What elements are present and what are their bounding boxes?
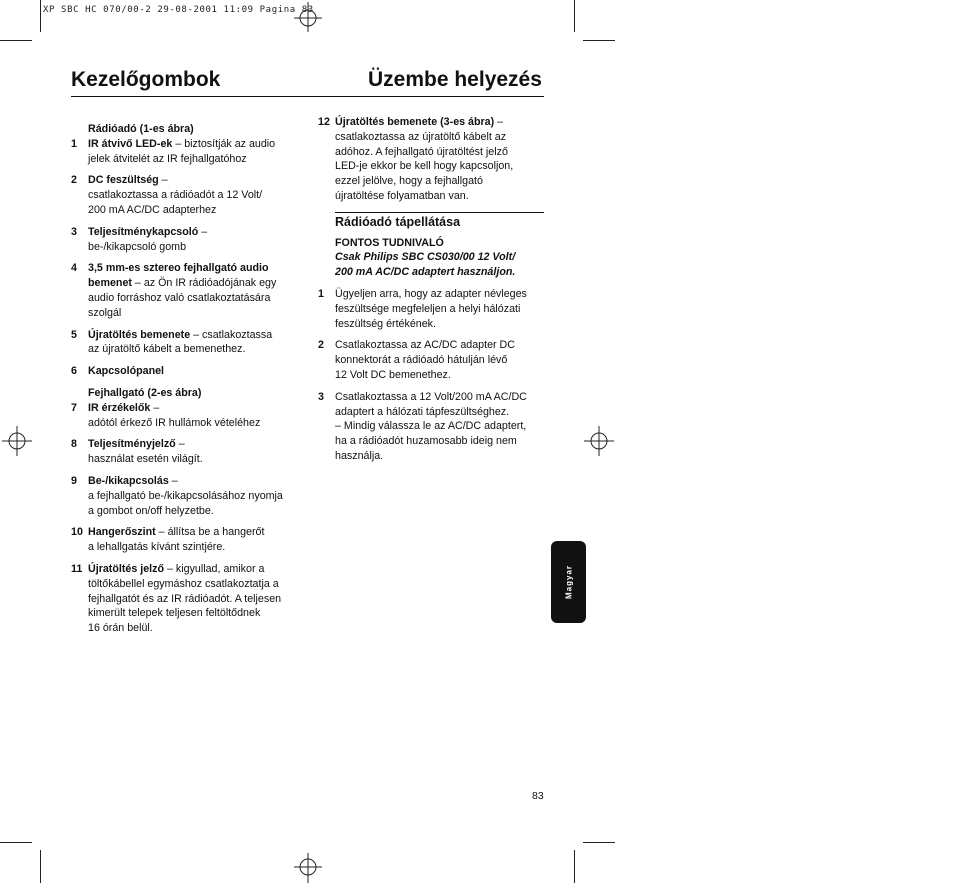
crop-mark (40, 850, 41, 883)
crop-mark (0, 842, 32, 843)
item-number: 4 (71, 262, 77, 275)
notice-text: Csak Philips SBC CS030/00 12 Volt/ 200 mA AC/DC adaptert használjon. (335, 251, 516, 279)
crop-mark (583, 40, 615, 41)
item-number: 12 (318, 116, 330, 128)
item-description: – adótól érkező IR hullámok vételéhez (88, 401, 261, 429)
item-term: Újratöltés bemenete (88, 328, 191, 341)
item-number: 9 (71, 474, 77, 487)
item-term: Hangerőszint (88, 526, 156, 539)
page-number: 83 (532, 790, 544, 802)
item-number: 3 (318, 390, 324, 403)
item-term: Be-/kikapcsolás (88, 474, 169, 487)
left-column (71, 122, 301, 643)
page-title-right: Üzembe helyezés (368, 68, 542, 91)
item-number: 11 (71, 562, 83, 575)
list-item (71, 401, 301, 431)
list-item (71, 225, 301, 255)
language-tab (551, 541, 586, 623)
page-title-left: Kezelőgombok (71, 68, 221, 91)
dash-note: – Mindig válassza le az AC/DC adaptert, ha a rádióadót huzamosabb ideig nem használja. (335, 420, 527, 462)
crop-mark (0, 40, 32, 41)
item-term: IR érzékelők (88, 401, 151, 414)
item-number: 1 (71, 137, 77, 150)
crop-mark (583, 842, 615, 843)
crop-mark (574, 850, 575, 883)
list-item (71, 137, 301, 167)
item-term: Kapcsolópanel (88, 365, 165, 378)
language-tab-label: Magyar (564, 564, 573, 600)
item-term: IR átvivő LED-ek (88, 137, 173, 150)
item-text: Csatlakoztassa a 12 Volt/200 mA AC/DC adaptert a hálózati tápfeszültséghez. (335, 390, 527, 418)
list-item (71, 437, 301, 467)
list-item (318, 390, 548, 420)
item-term: Teljesítményjelző (88, 438, 176, 451)
item-number: 2 (318, 339, 324, 352)
item-number: 7 (71, 401, 77, 414)
item-description: – az Ön IR rádióadójának egy audio forráshoz való csatlakoztatására szolgál (88, 277, 277, 319)
item-term: Újratöltés bemenete (3-es ábra) (335, 116, 495, 128)
list-item (318, 287, 548, 331)
headphone-heading: Fejhallgató (2-es ábra) (88, 386, 202, 399)
item-description: – állítsa be a hangerőt a lehallgatás kívánt szintjére. (88, 526, 265, 554)
item-description: – csatlakoztassa az újratöltő kábelt a bemenethez. (88, 328, 273, 356)
right-column (318, 115, 548, 464)
crop-mark (574, 0, 575, 32)
item-number: 3 (71, 225, 77, 238)
registration-mark-icon (2, 426, 32, 456)
list-item (318, 338, 548, 382)
item-number: 2 (71, 174, 77, 187)
list-item (318, 115, 548, 204)
item-description: – használat esetén világít. (88, 438, 203, 466)
item-description: – csatlakoztassa a rádióadót a 12 Volt/ 200 mA AC/DC adapterhez (88, 174, 263, 216)
radio-heading: Rádióadó (1-es ábra) (88, 123, 194, 135)
item-description: – kigyullad, amikor a töltőkábellel egymáshoz csatlakoztatja a fejhallgatót és az IR rádióadót. A teljesen kimerült telepek teljesen feltöltődnek 16 órán belül. (88, 562, 282, 635)
item-number: 6 (71, 365, 77, 378)
list-item (71, 328, 301, 358)
item-term: Újratöltés jelző (88, 562, 165, 575)
section-title: Rádióadó tápellátása (335, 214, 461, 229)
item-description: – a fejhallgató be-/kikapcsolásához nyomja a gombot on/off helyzetbe. (88, 474, 283, 517)
registration-mark-icon (584, 426, 614, 456)
title-rule (71, 96, 544, 97)
list-item (71, 261, 301, 320)
list-item (71, 364, 301, 379)
print-header: XP SBC HC 070/00-2 29-08-2001 11:09 Pagina 83 (43, 5, 314, 15)
list-item (71, 525, 301, 555)
crop-mark (40, 0, 41, 32)
list-item (71, 474, 301, 518)
item-number: 1 (318, 287, 324, 300)
list-item (71, 173, 301, 217)
item-description: – be-/kikapcsoló gomb (88, 225, 208, 253)
list-item (71, 562, 301, 636)
item-term: 3,5 mm-es sztereo fejhallgató audio bemenet (88, 262, 269, 290)
item-description: – csatlakoztassa az újratöltő kábelt az adóhoz. A fejhallgató újratöltést jelző LED-je ekkor be kell hogy kapcsoljon, ezzel jelölve, hogy a fejhallgató újratöltése folyamatban van. (335, 116, 514, 202)
registration-mark-icon (294, 853, 322, 883)
item-number: 5 (71, 328, 77, 341)
notice-label: FONTOS TUDNIVALÓ (335, 236, 444, 249)
item-text: Csatlakoztassa az AC/DC adapter DC konnektorát a rádióadó hátulján lévő 12 Volt DC bemenethez. (335, 339, 515, 381)
item-description: – biztosítják az audio jelek átvitelét az IR fejhallgatóhoz (88, 137, 276, 165)
item-number: 8 (71, 438, 77, 451)
item-term: Teljesítménykapcsoló (88, 225, 199, 238)
item-text: Ügyeljen arra, hogy az adapter névleges feszültsége megfeleljen a helyi hálózati feszültség értékének. (335, 287, 527, 330)
item-number: 10 (71, 526, 83, 539)
section-rule (335, 212, 544, 213)
item-term: DC feszültség (88, 174, 159, 187)
